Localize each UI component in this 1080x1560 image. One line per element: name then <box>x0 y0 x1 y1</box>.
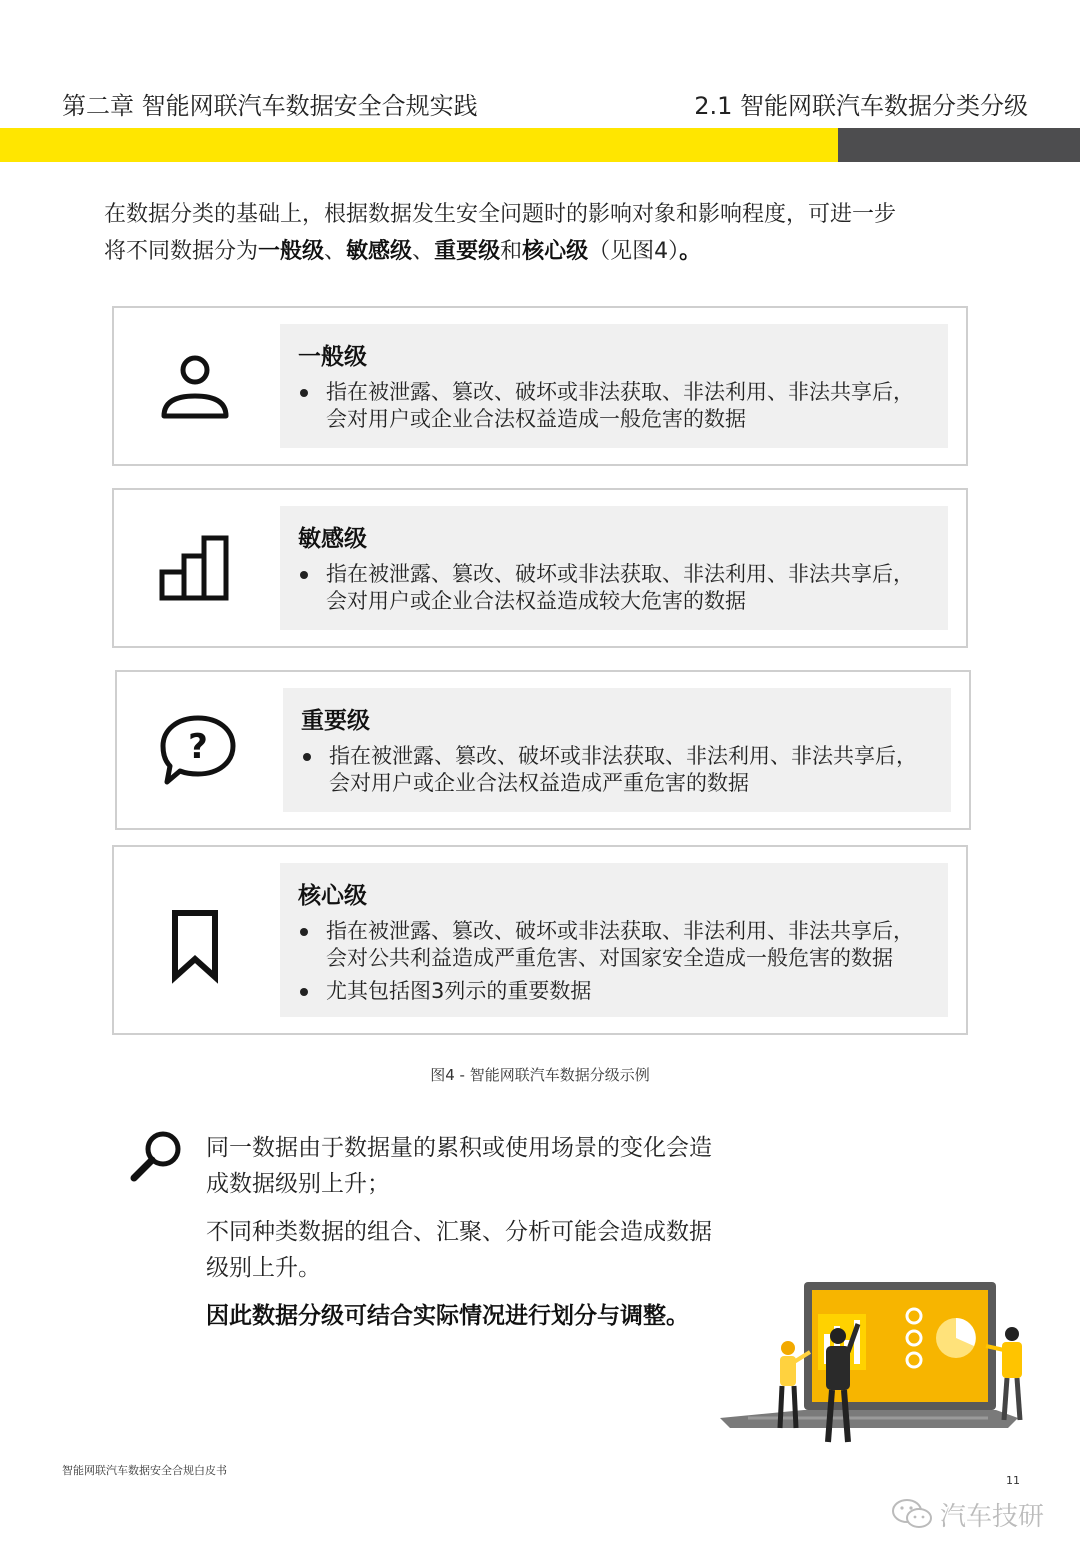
level-name-core: 核心级 <box>522 239 589 264</box>
intro-paragraph: 在数据分类的基础上，根据数据发生安全问题时的影响对象和影响程度，可进一步 将不同数据分为一般级、敏感级、重要级和核心级（见图4）。 <box>104 202 897 264</box>
people-with-dashboard-illustration <box>718 1278 1038 1452</box>
level-panel <box>280 863 948 1017</box>
level-card-general <box>112 306 968 466</box>
level-name-important: 重要级 <box>434 239 501 264</box>
note-block <box>206 1130 726 1346</box>
level-title: 核心级 <box>298 883 367 909</box>
level-panel <box>280 324 948 448</box>
level-title: 一般级 <box>298 344 367 370</box>
question-bubble-icon <box>157 710 239 792</box>
header-yellow-bar <box>0 128 838 162</box>
level-bullet: 指在被泄露、篡改、破坏或非法获取、非法利用、非法共享后，会对公共利益造成严重危害、对国家安全造成一般危害的数据 <box>298 918 930 972</box>
section-title: 2.1 智能网联汽车数据分类分级 <box>694 92 1028 120</box>
page-number: 11 <box>1006 1474 1020 1487</box>
svg-text:?: ? <box>188 727 208 767</box>
person-icon <box>154 346 236 428</box>
watermark-text: 汽车技研 <box>940 1501 1045 1532</box>
level-name-general: 一般级 <box>258 239 325 264</box>
wechat-icon <box>890 1497 934 1531</box>
note-paragraph: 同一数据由于数据量的累积或使用场景的变化会造成数据级别上升； <box>206 1135 712 1197</box>
level-bullet: 指在被泄露、篡改、破坏或非法获取、非法利用、非法共享后，会对用户或企业合法权益造成较大危害的数据 <box>298 561 930 615</box>
note-paragraph: 不同种类数据的组合、汇聚、分析可能会造成数据级别上升。 <box>206 1219 712 1281</box>
level-panel <box>283 688 951 812</box>
footer-doc-title: 智能网联汽车数据安全合规白皮书 <box>62 1464 227 1477</box>
chapter-title: 第二章 智能网联汽车数据安全合规实践 <box>62 92 478 120</box>
level-title: 敏感级 <box>298 526 367 552</box>
level-bullet: 尤其包括图3列示的重要数据 <box>298 978 930 1005</box>
bookmark-icon <box>154 903 236 985</box>
level-card-sensitive <box>112 488 968 648</box>
level-panel <box>280 506 948 630</box>
level-card-important <box>115 670 971 830</box>
header-gray-bar <box>838 128 1080 162</box>
level-bullet: 指在被泄露、篡改、破坏或非法获取、非法利用、非法共享后，会对用户或企业合法权益造成严重危害的数据 <box>301 743 933 797</box>
level-name-sensitive: 敏感级 <box>346 239 413 264</box>
magnifier-icon <box>128 1128 186 1184</box>
level-title: 重要级 <box>301 708 370 734</box>
note-conclusion: 因此数据分级可结合实际情况进行划分与调整。 <box>206 1303 689 1329</box>
wechat-watermark <box>890 1494 1044 1534</box>
level-card-core <box>112 845 968 1035</box>
level-bullet: 指在被泄露、篡改、破坏或非法获取、非法利用、非法共享后，会对用户或企业合法权益造成一般危害的数据 <box>298 379 930 433</box>
figure-caption: 图4 - 智能网联汽车数据分级示例 <box>430 1066 650 1084</box>
bar-chart-icon <box>154 526 236 608</box>
